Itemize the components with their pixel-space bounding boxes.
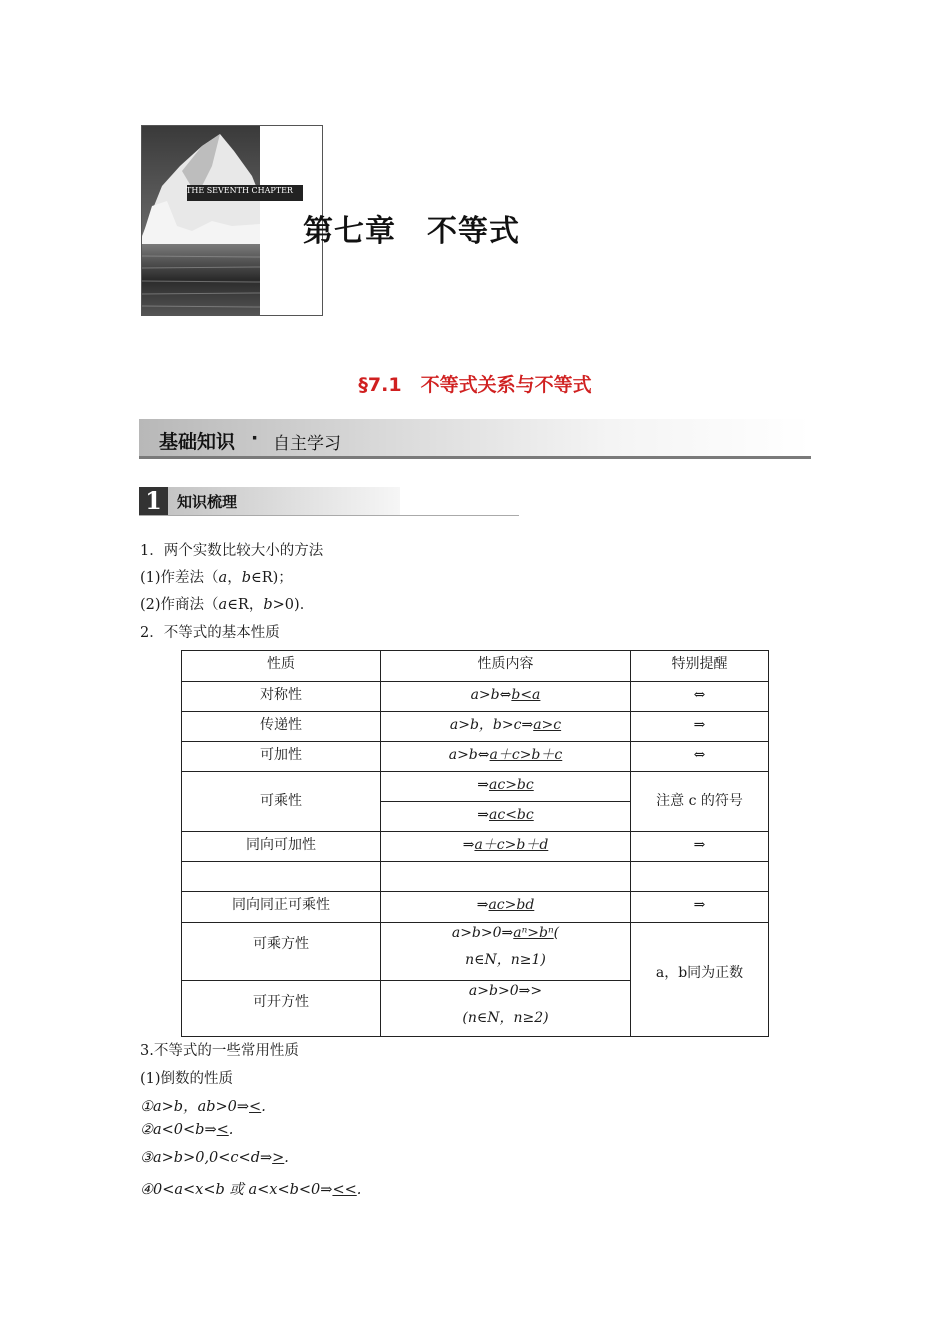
tag-rule — [139, 515, 519, 516]
var-a: a — [218, 597, 228, 613]
item2-title: 2．不等式的基本性质 — [140, 625, 280, 641]
property-note — [631, 892, 769, 923]
property-content — [381, 682, 631, 712]
blank-answer: ac<bc — [489, 807, 534, 823]
table-row — [182, 923, 769, 981]
cell-text: ⇒ — [477, 777, 489, 793]
text: ②a<0<b⇒ — [140, 1122, 217, 1138]
text: . — [356, 1182, 362, 1198]
blank-answer: b<a — [511, 687, 541, 703]
header-rule — [139, 456, 811, 459]
cell-text: 可乘方性 — [253, 936, 309, 952]
property-note — [631, 923, 769, 1037]
blank-answer: ac>bd — [488, 897, 535, 913]
blank-answer: a＋c>b＋c — [489, 747, 563, 763]
cell-text: a>b⇔ — [470, 687, 512, 703]
table-row — [182, 892, 769, 923]
property-name — [182, 772, 381, 832]
inequality-properties-table — [181, 650, 769, 1037]
cell-text: ⇒ — [693, 837, 706, 853]
reciprocal-rule-1 — [140, 1095, 266, 1116]
cell-text: ⇒ — [462, 837, 475, 853]
cell-text — [381, 862, 630, 866]
text: . — [228, 1122, 234, 1138]
text: (1)作差法（ — [140, 570, 219, 586]
property-content — [381, 981, 631, 1037]
table-header-row — [182, 651, 769, 682]
cell-text: 可开方性 — [253, 994, 309, 1010]
cell-text: 可乘性 — [260, 793, 302, 809]
property-note — [631, 712, 769, 742]
var-b: b — [263, 597, 273, 613]
blank-answer: < — [249, 1099, 262, 1115]
cell-text: ( — [553, 925, 560, 941]
tag-label: 知识梳理 — [177, 493, 238, 511]
item3-title: 3.不等式的一些常用性质 — [140, 1043, 299, 1059]
text: ③a>b>0,0<c<d⇒ — [140, 1150, 273, 1166]
var-a: a — [218, 570, 228, 586]
header-cell — [381, 651, 631, 682]
reciprocal-rule-2 — [140, 1122, 233, 1138]
property-content — [381, 832, 631, 862]
property-note — [631, 772, 769, 832]
cell-text: (n∈N，n≥2) — [462, 1010, 549, 1026]
property-note — [631, 832, 769, 862]
text: >0)． — [272, 597, 315, 613]
blank-answer: aⁿ>bⁿ — [513, 925, 554, 941]
text: (2)作商法（ — [140, 597, 219, 613]
property-name — [182, 923, 381, 981]
property-name — [182, 682, 381, 712]
basics-header-main: 基础知识 — [159, 431, 236, 453]
item1-title: 1．两个实数比较大小的方法 — [140, 543, 324, 559]
text: . — [284, 1150, 289, 1166]
cell-text: 性质内容 — [477, 656, 534, 672]
property-note — [631, 862, 769, 892]
chapter-title: 第七章 不等式 — [303, 214, 520, 249]
section-title: §7.1 不等式关系与不等式 — [358, 374, 592, 396]
table-row — [182, 772, 769, 802]
property-content — [381, 892, 631, 923]
reciprocal-rule-4 — [140, 1178, 361, 1199]
tag-number: 1 — [139, 487, 168, 515]
table-row — [182, 862, 769, 892]
header-cell — [631, 651, 769, 682]
cell-text: a>b>0⇒> — [468, 983, 543, 999]
cell-text: ⇔ — [693, 687, 706, 703]
cell-text: a>b⇔ — [448, 747, 490, 763]
chapter-cover-image — [141, 125, 323, 316]
text: ④0<a<x<b 或 a<x<b<0⇒ — [140, 1182, 333, 1198]
cell-text: ⇒ — [476, 897, 489, 913]
property-note — [631, 682, 769, 712]
cell-text: a>b>0⇒ — [451, 925, 514, 941]
property-name — [182, 712, 381, 742]
header-gradient — [139, 419, 811, 457]
header-cell — [182, 651, 381, 682]
table-row — [182, 832, 769, 862]
cell-text: 性质 — [267, 656, 295, 672]
blank-answer: << — [332, 1182, 357, 1198]
knowledge-sort-tag — [139, 487, 519, 517]
item1-sub1 — [140, 566, 293, 587]
text: ， — [227, 570, 242, 586]
property-name — [182, 981, 381, 1037]
cell-text — [631, 862, 768, 866]
text: . — [261, 1099, 266, 1115]
table-row — [182, 712, 769, 742]
cell-text: ⇒ — [693, 897, 706, 913]
property-content — [381, 862, 631, 892]
cell-text: 同向可加性 — [246, 837, 316, 853]
reciprocal-rule-3 — [140, 1150, 289, 1166]
cell-text: ⇒ — [477, 807, 489, 823]
text: ∈R)； — [251, 570, 293, 586]
blank-answer: a＋c>b＋d — [474, 837, 549, 853]
cell-text: ⇒ — [693, 717, 706, 733]
property-content — [381, 712, 631, 742]
cell-text: 传递性 — [260, 717, 302, 733]
blank-answer: ac>bc — [489, 777, 534, 793]
table-row — [182, 682, 769, 712]
cell-text: n∈N，n≥1) — [465, 952, 546, 968]
cell-text — [182, 862, 380, 866]
property-name — [182, 832, 381, 862]
text: ∈R， — [227, 597, 264, 613]
cell-text: 可加性 — [260, 747, 302, 763]
cell-text: a，b同为正数 — [655, 965, 744, 981]
blank-answer: < — [216, 1122, 229, 1138]
var-b: b — [241, 570, 251, 586]
basics-header-separator: · — [251, 427, 259, 449]
property-content — [381, 742, 631, 772]
property-name — [182, 742, 381, 772]
cell-text: 对称性 — [260, 687, 302, 703]
property-content — [381, 802, 631, 832]
table-row — [182, 742, 769, 772]
basics-header-sub: 自主学习 — [273, 434, 341, 454]
cell-text: a>b，b>c⇒ — [449, 717, 534, 733]
iceberg-illustration — [142, 126, 322, 315]
blank-answer: > — [272, 1150, 285, 1166]
property-content — [381, 772, 631, 802]
property-content — [381, 923, 631, 981]
property-note — [631, 742, 769, 772]
chapter-caption: THE SEVENTH CHAPTER — [186, 186, 293, 195]
tag-label-box — [168, 487, 400, 515]
item3-sub1: (1)倒数的性质 — [140, 1071, 234, 1087]
property-name — [182, 892, 381, 923]
blank-answer: a>c — [533, 717, 562, 733]
text: ①a>b，ab>0⇒ — [140, 1099, 250, 1115]
cell-text: 同向同正可乘性 — [232, 897, 330, 913]
property-name — [182, 862, 381, 892]
cell-text: 注意 c 的符号 — [656, 793, 743, 809]
cell-text: ⇔ — [693, 747, 706, 763]
basics-header-bar — [139, 419, 811, 459]
item1-sub2 — [140, 593, 314, 614]
cell-text: 特别提醒 — [671, 656, 728, 672]
